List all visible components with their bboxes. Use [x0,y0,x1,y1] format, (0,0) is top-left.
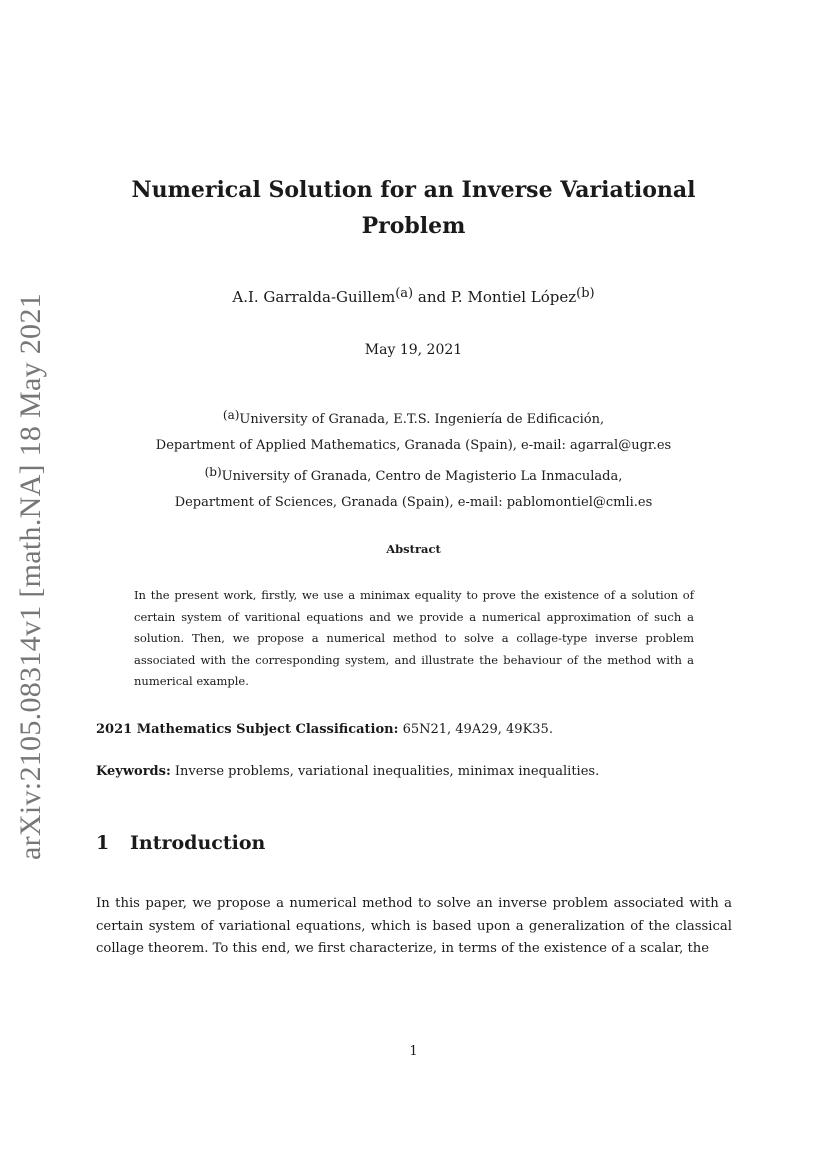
abstract-text: In the present work, firstly, we use a minimax equality to prove the existence of a solution of certain system of varitional equations and we provide a numerical approximation of such a solution. Then, we propose a numerical method to solve a collage-type inverse problem associated with the corresponding system, and illustrate the behaviour of the method with a numerical example. [134,588,694,689]
affiliation-line: University of Granada, E.T.S. Ingeniería de Edificación, [239,412,605,427]
page-number: 1 [409,1044,418,1059]
keywords [96,764,736,779]
arxiv-identifier: arXiv:2105.08314v1 [math.NA] 18 May 2021 [14,293,47,860]
abstract-heading: Abstract [386,542,441,556]
author-name: P. Montiel López [450,288,577,306]
section-heading [96,832,265,854]
section-number: 1 [96,832,110,854]
affiliations [100,402,727,516]
affiliation-b [100,459,727,490]
affiliation-line: University of Granada, Centro de Magisterio La Inmaculada, [221,469,623,484]
introduction-paragraph: In this paper, we propose a numerical method to solve an inverse problem associated with a certain system of variational equations, which is based upon a generalization of the classical collage theorem. To this end, we first characterize, in terms of the existence of a scalar, the [96,896,732,957]
affiliation-mark: (a) [395,286,414,301]
paper-date: May 19, 2021 [364,342,463,358]
affiliation-a [100,402,727,433]
author-joiner: and [417,288,447,306]
affiliation-line: Department of Sciences, Granada (Spain), e-mail: pablomontiel@cmli.es [174,495,653,510]
paper-title: Numerical Solution for an Inverse Variational Problem [131,177,696,239]
section-title: Introduction [130,832,266,854]
msc-classification [96,722,736,737]
author-name: A.I. Garralda-Guillem [232,288,396,306]
msc-value: 65N21, 49A29, 49K35. [402,722,553,737]
keywords-value: Inverse problems, variational inequalities, minimax inequalities. [174,764,600,779]
affiliation-mark: (a) [222,408,240,422]
msc-label: 2021 Mathematics Subject Classification: [96,722,399,737]
affiliation-line: Department of Applied Mathematics, Granada (Spain), e-mail: agarral@ugr.es [155,438,672,453]
author-list [100,282,727,309]
affiliation-mark: (b) [204,465,222,479]
keywords-label: Keywords: [96,764,171,779]
affiliation-mark: (b) [576,286,595,301]
